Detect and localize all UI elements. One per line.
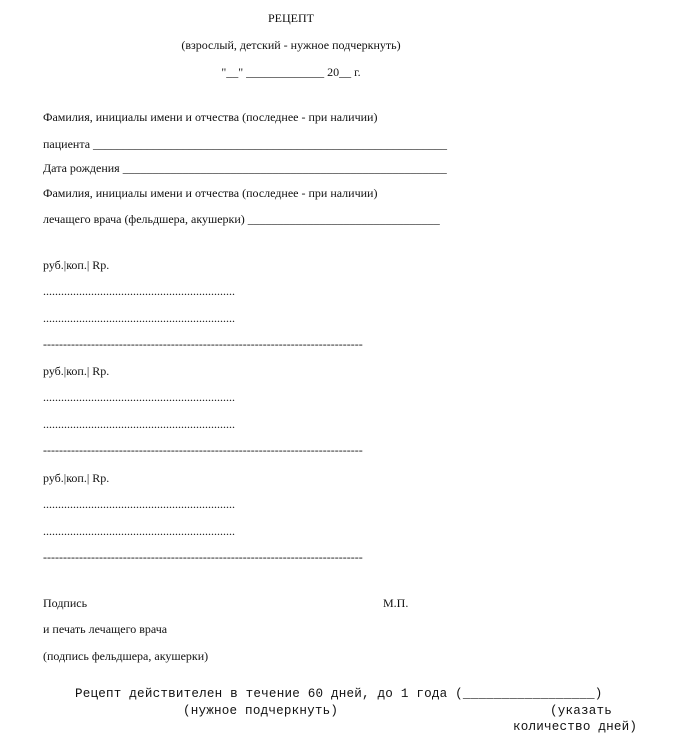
signature-note: (подпись фельдшера, акушерки) xyxy=(43,649,209,663)
rp-dotted-line: ................................................................ xyxy=(43,497,235,511)
stamp-label: М.П. xyxy=(383,596,409,610)
patient-name-field: пациента ___________________________________________________________ xyxy=(43,137,448,151)
rp-header: руб.|коп.| Rp. xyxy=(43,258,110,272)
rp-dotted-line: ................................................................ xyxy=(43,284,235,298)
rp-dotted-line: ................................................................ xyxy=(43,390,235,404)
rp-header: руб.|коп.| Rp. xyxy=(43,471,110,485)
rp-separator: -------------------------------------------------------------------------------- xyxy=(43,443,363,457)
rp-dotted-line: ................................................................ xyxy=(43,417,235,431)
date-of-birth-field: Дата рождения ______________________________________________________ xyxy=(43,161,447,175)
page-title: РЕЦЕПТ xyxy=(268,11,314,25)
doctor-name-label: Фамилия, инициалы имени и отчества (последнее - при наличии) xyxy=(43,186,378,200)
rp-dotted-line: ................................................................ xyxy=(43,524,235,538)
rp-header: руб.|коп.| Rp. xyxy=(43,364,110,378)
rp-separator: -------------------------------------------------------------------------------- xyxy=(43,337,363,351)
signature-label: Подпись xyxy=(43,596,88,610)
validity-days-note: (указать xyxy=(550,704,613,718)
validity-note: (нужное подчеркнуть) xyxy=(183,704,339,718)
doctor-name-field: лечащего врача (фельдшера, акушерки) ________________________________ xyxy=(43,212,440,226)
rp-separator: -------------------------------------------------------------------------------- xyxy=(43,550,363,564)
validity-days-note-2: количество дней) xyxy=(513,720,638,734)
patient-name-label: Фамилия, инициалы имени и отчества (последнее - при наличии) xyxy=(43,110,378,124)
date-line: "__" _____________ 20__ г. xyxy=(221,65,361,79)
seal-label: и печать лечащего врача xyxy=(43,622,168,636)
prescription-type-note: (взрослый, детский - нужное подчеркнуть) xyxy=(181,38,401,52)
rp-dotted-line: ................................................................ xyxy=(43,311,235,325)
validity-line: Рецепт действителен в течение 60 дней, до 1 года (_________________) xyxy=(75,687,603,701)
